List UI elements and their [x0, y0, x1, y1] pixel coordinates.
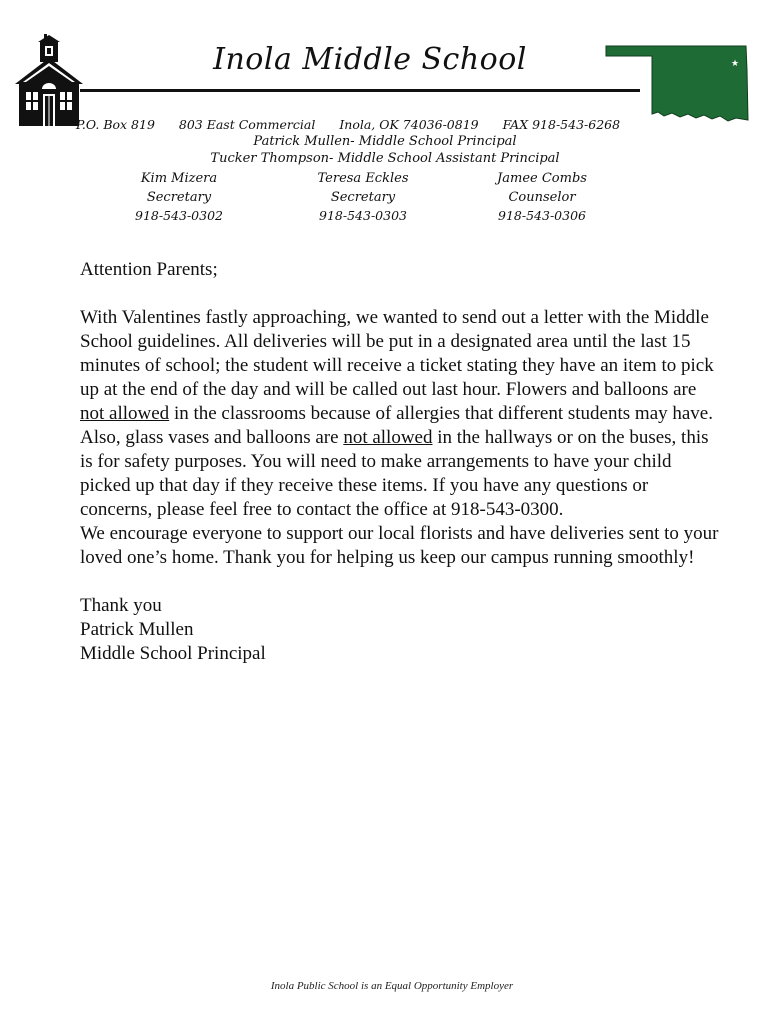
staff-phone: 918-543-0306 [498, 208, 586, 223]
paragraph-text: in the hallways or on the buses, this is for safety purposes. You will need to make arrangements to have your child picked up that day if they receive these items. If you have any questions or concerns, please feel free to contact the office at 918-543-0300. [80, 427, 709, 520]
not-allowed-emphasis: not allowed [343, 427, 433, 448]
staff-role: Secretary [330, 189, 396, 205]
body-paragraph: We encourage everyone to support our local florists and have deliveries sent to your loved one’s home. Thank you for helping us keep our campus running smoothly! [80, 523, 719, 568]
paragraph-text: in the classrooms because of allergies that different students may have. Also, glass vases and balloons are [80, 403, 713, 448]
body-paragraph [80, 306, 720, 522]
staff-contact [467, 170, 617, 226]
po-box: P.O. Box 819 [76, 117, 155, 132]
staff-name: Jamee Combs [497, 171, 587, 186]
staff-name: Kim Mizera [140, 171, 218, 186]
staff-role: Secretary [146, 189, 212, 205]
street-address: 803 East Commercial [178, 117, 316, 132]
staff-phone: 918-543-0302 [135, 208, 223, 223]
closing-phrase: Thank you [80, 595, 162, 616]
paragraph-text: With Valentines fastly approaching, we wanted to send out a letter with the Middle School guidelines. All deliveries will be put in a designated area until the last 15 minutes of school; the student will receive a ticket stating they have an item to pick up at the end of the day and will be called out last hour. Flowers and balloons are [80, 307, 714, 400]
contact-line [76, 117, 676, 132]
school-name: Inola Middle School [213, 42, 527, 77]
footer-note: Inola Public School is an Equal Opportunity Employer [270, 980, 514, 992]
schoolhouse-icon [14, 32, 84, 128]
signature-block [80, 594, 720, 666]
city-zip: Inola, OK 74036-0819 [339, 117, 479, 132]
not-allowed-emphasis: not allowed [80, 403, 170, 424]
fax-number: FAX 918-543-6268 [502, 117, 621, 132]
signer-title: Middle School Principal [80, 643, 266, 664]
principal-line: Patrick Mullen- Middle School Principal [253, 134, 517, 149]
staff-contact [288, 170, 438, 226]
signer-name: Patrick Mullen [80, 619, 194, 640]
header-divider [80, 89, 640, 92]
staff-phone: 918-543-0303 [319, 208, 407, 223]
assistant-principal-line: Tucker Thompson- Middle School Assistant Principal [210, 151, 560, 166]
oklahoma-state-icon [604, 44, 750, 124]
staff-name: Teresa Eckles [317, 171, 409, 186]
greeting: Attention Parents; [80, 259, 218, 280]
letter-body [80, 258, 720, 666]
staff-contact [104, 170, 254, 226]
staff-role: Counselor [508, 189, 576, 205]
svg-text:★: ★ [731, 59, 740, 69]
